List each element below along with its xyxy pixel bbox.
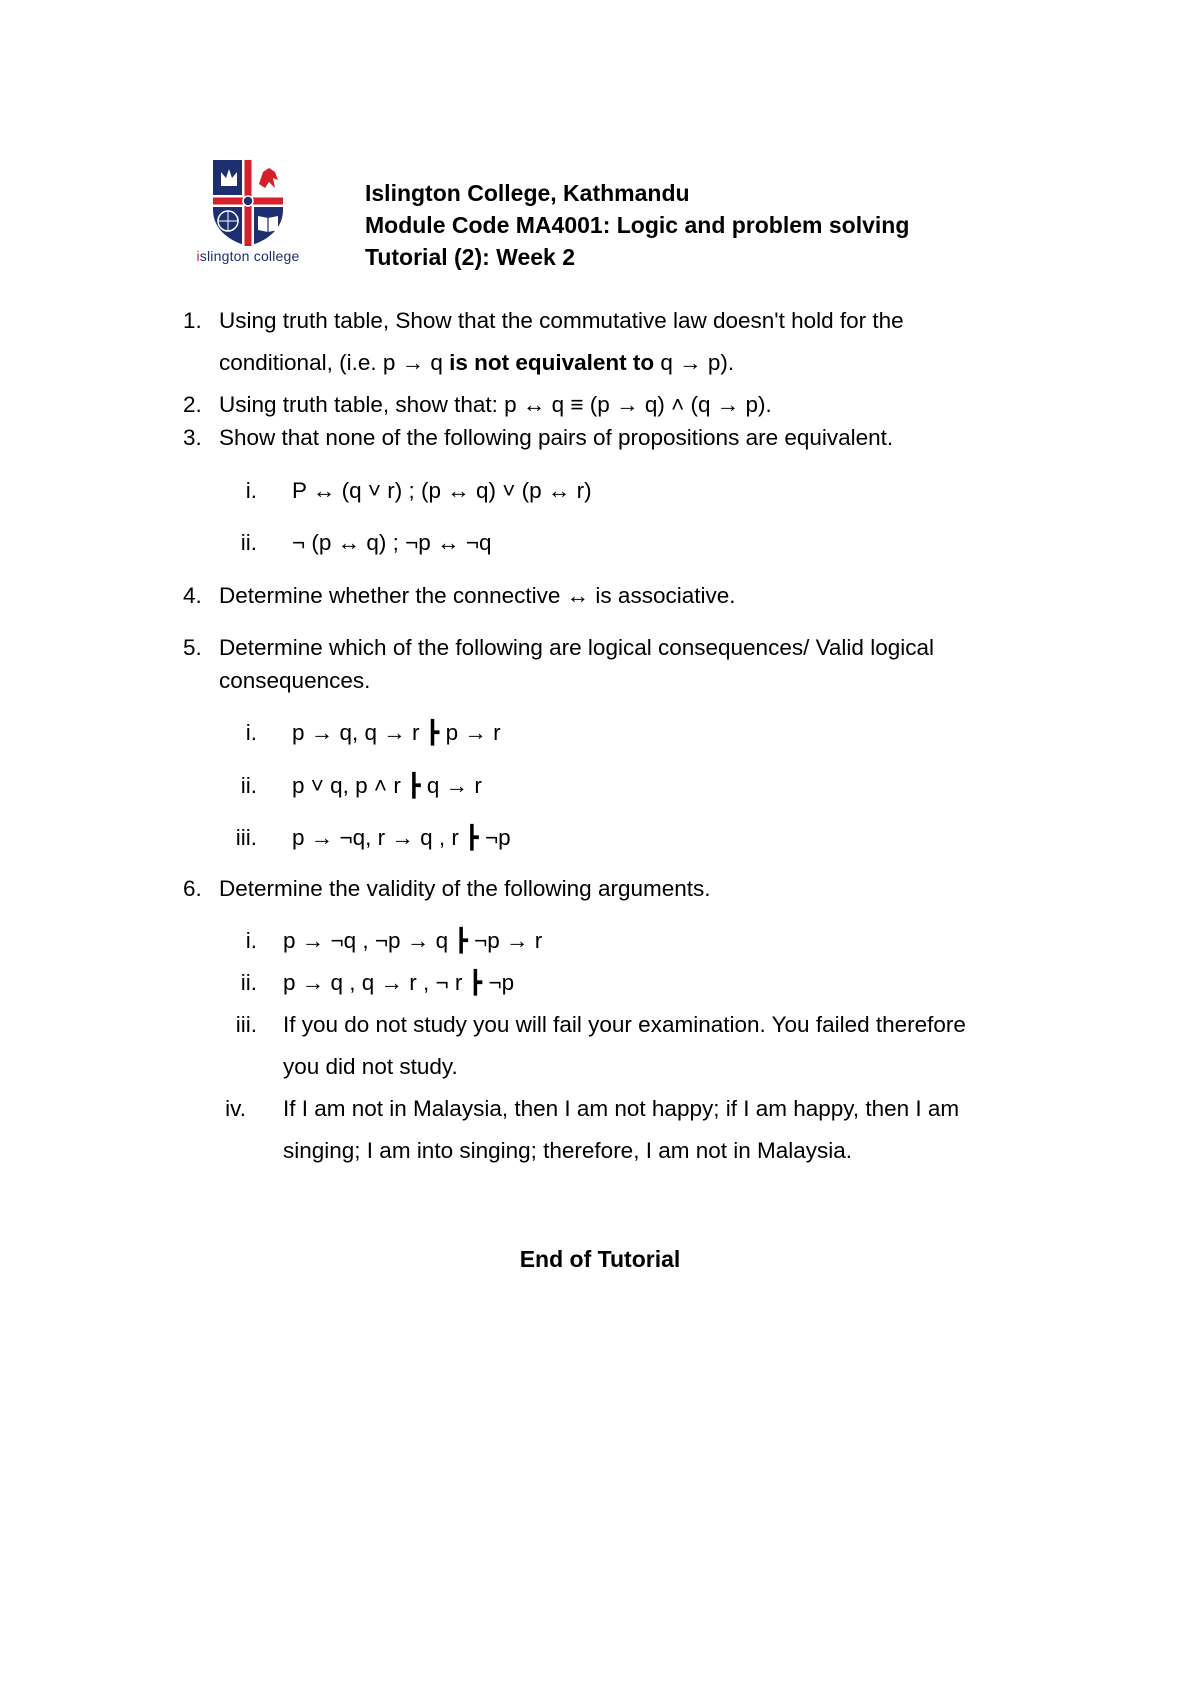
- module-code: Module Code MA4001: Logic and problem solving: [365, 212, 910, 238]
- sub-item-label: ii.: [240, 970, 257, 995]
- college-name: Islington College, Kathmandu: [365, 180, 690, 206]
- sub-item-text: p → ¬q , ¬p → q ┣ ¬p → r: [283, 928, 543, 953]
- tutorial-title: Tutorial (2): Week 2: [365, 244, 576, 270]
- question-5-line-2: consequences.: [219, 668, 371, 693]
- sub-item-text: ¬ (p ↔ q) ; ¬p ↔ ¬q: [292, 530, 492, 555]
- sub-item-text: If you do not study you will fail your examination. You failed therefore: [283, 1012, 966, 1037]
- end-of-tutorial: End of Tutorial: [519, 1246, 681, 1272]
- question-4-text: Determine whether the connective ↔ is associative.: [219, 583, 736, 608]
- sub-item-text: P ↔ (q ˅ r) ; (p ↔ q) ˅ (p ↔ r): [292, 478, 592, 503]
- sub-item-label: i.: [245, 478, 257, 503]
- question-number: 4.: [183, 583, 202, 608]
- sub-item-label: iii.: [235, 1012, 257, 1037]
- sub-item-label: i.: [245, 720, 257, 745]
- sub-item-label: ii.: [240, 530, 257, 555]
- shield-crest-icon: [183, 158, 313, 248]
- question-number: 5.: [183, 635, 202, 660]
- question-number: 2.: [183, 392, 202, 417]
- question-number: 3.: [183, 425, 202, 450]
- sub-item-label: iii.: [235, 825, 257, 850]
- question-5-line-1: Determine which of the following are logical consequences/ Valid logical: [219, 635, 934, 660]
- logo-caption: islington college: [196, 248, 300, 264]
- sub-item-label: ii.: [240, 773, 257, 798]
- question-6-text: Determine the validity of the following arguments.: [219, 876, 711, 901]
- sub-item-text: p → ¬q, r → q , r ┣ ¬p: [292, 825, 511, 850]
- sub-item-label: i.: [245, 928, 257, 953]
- question-1-line-2: conditional, (i.e. p → q is not equivalent to q → p).: [219, 350, 735, 375]
- question-2-text: Using truth table, show that: p ↔ q ≡ (p → q) ˄ (q → p).: [219, 392, 772, 417]
- sub-item-text: p ˅ q, p ˄ r ┣ q → r: [292, 773, 482, 798]
- college-logo: [183, 158, 313, 268]
- sub-item-text: p → q , q → r , ¬ r ┣ ¬p: [283, 970, 515, 995]
- sub-item-text: p → q, q → r ┣ p → r: [292, 720, 501, 745]
- sub-item-text-continued: singing; I am into singing; therefore, I am not in Malaysia.: [283, 1138, 853, 1163]
- question-number: 1.: [183, 308, 202, 333]
- sub-item-text-continued: you did not study.: [283, 1054, 458, 1079]
- question-1-line-1: Using truth table, Show that the commutative law doesn't hold for the: [219, 308, 904, 333]
- question-number: 6.: [183, 876, 202, 901]
- question-3-text: Show that none of the following pairs of propositions are equivalent.: [219, 425, 894, 450]
- sub-item-label: iv.: [225, 1096, 246, 1121]
- sub-item-text: If I am not in Malaysia, then I am not happy; if I am happy, then I am: [283, 1096, 960, 1121]
